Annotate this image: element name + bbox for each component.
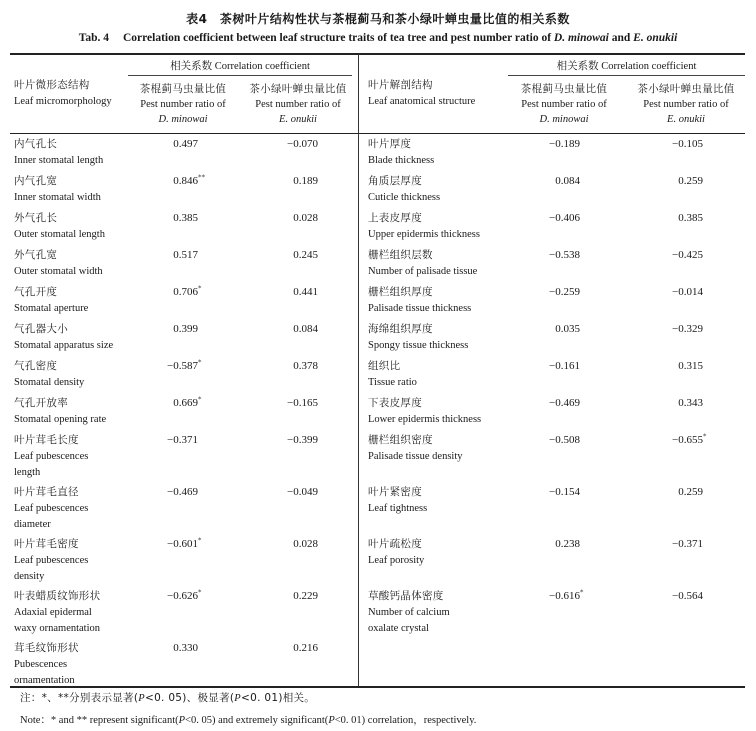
- value-e-onukii: [643, 360, 713, 372]
- note-en: Note：* and ** represent significant(P<0. 05) and extremely significant(P<0. 01) correlation，respectively.: [20, 715, 477, 726]
- trait-name-en: Outer stomatal length: [14, 229, 105, 240]
- table-label: Tab. 4: [78, 32, 109, 44]
- value-d-minowai: [138, 323, 208, 335]
- trait-name-en: Pubescences: [14, 659, 68, 670]
- value-d-minowai: [138, 434, 208, 446]
- value-d-minowai: [520, 286, 590, 298]
- header-rule: [10, 133, 745, 134]
- value-e-onukii: [258, 397, 328, 409]
- value-e-onukii: [258, 138, 328, 150]
- trait-name-en: Number of palisade tissue: [368, 266, 478, 277]
- right-group-header: 相关系数 Correlation coefficient: [556, 61, 697, 72]
- value-d-minowai: [138, 590, 208, 602]
- value-e-onukii: [258, 590, 328, 602]
- trait-name-en: Stomatal density: [14, 377, 85, 388]
- trait-name-cn: 叶片茸毛直径: [14, 486, 79, 498]
- value-d-minowai: [138, 249, 208, 261]
- trait-name-cn: 茸毛纹饰形状: [14, 642, 79, 654]
- correlation-value: 0.669: [173, 397, 198, 409]
- value-e-onukii: [643, 212, 713, 224]
- value-e-onukii: [643, 538, 713, 550]
- correlation-value: −0.161: [549, 360, 580, 372]
- value-e-onukii: [643, 434, 713, 446]
- trait-name-cn: 叶片茸毛长度: [14, 434, 79, 446]
- trait-name-en: waxy ornamentation: [14, 623, 101, 634]
- trait-name-cn: 内气孔宽: [14, 175, 58, 187]
- trait-name-cn: 外气孔长: [14, 212, 58, 224]
- trait-name-en: Inner stomatal length: [14, 155, 104, 166]
- left-group-rule: [128, 75, 352, 76]
- correlation-value: 0.245: [293, 249, 318, 261]
- correlation-value: 0.706: [173, 286, 198, 298]
- correlation-value: 0.385: [678, 212, 703, 224]
- value-e-onukii: [643, 286, 713, 298]
- trait-name-en: Lower epidermis thickness: [368, 414, 482, 425]
- trait-name-cn: 海绵组织厚度: [368, 323, 433, 335]
- value-d-minowai: [138, 138, 208, 150]
- value-d-minowai: [138, 397, 208, 409]
- value-e-onukii: [643, 138, 713, 150]
- value-e-onukii: [258, 360, 328, 372]
- correlation-value: 0.343: [678, 397, 703, 409]
- trait-name-cn: 叶片紧密度: [368, 486, 422, 498]
- correlation-value: 0.035: [555, 323, 580, 335]
- correlation-value: −0.508: [549, 434, 580, 446]
- significance-mark: *: [198, 358, 202, 367]
- correlation-value: 0.378: [293, 360, 318, 372]
- value-d-minowai: [138, 538, 208, 550]
- trait-name-cn: 气孔开放率: [14, 397, 68, 409]
- right-header-en: Leaf anatomical structure: [368, 96, 476, 107]
- correlation-value: −0.406: [549, 212, 580, 224]
- value-d-minowai: [520, 538, 590, 550]
- value-e-onukii: [643, 323, 713, 335]
- value-d-minowai: [520, 323, 590, 335]
- correlation-value: 0.385: [173, 212, 198, 224]
- trait-name-en: Stomatal apparatus size: [14, 340, 114, 351]
- correlation-value: −0.538: [549, 249, 580, 261]
- trait-name-en: Number of calcium: [368, 607, 450, 618]
- significance-mark: *: [198, 536, 202, 545]
- value-e-onukii: [258, 212, 328, 224]
- right-col1-header: 茶棍蓟马虫量比值 Pest number ratio of D. minowai: [520, 83, 608, 125]
- correlation-value: 0.028: [293, 538, 318, 550]
- column-divider: [358, 54, 359, 686]
- trait-name-en: Inner stomatal width: [14, 192, 101, 203]
- value-e-onukii: [258, 175, 328, 187]
- value-d-minowai: [520, 397, 590, 409]
- correlation-value: 0.846: [173, 175, 198, 187]
- trait-name-cn: 气孔器大小: [14, 323, 68, 335]
- trait-name-en: Leaf pubescences: [14, 503, 89, 514]
- left-header-cn: 叶片微形态结构: [14, 79, 90, 91]
- significance-mark: **: [198, 173, 205, 182]
- trait-name-en: length: [14, 467, 41, 478]
- trait-name-en: Stomatal aperture: [14, 303, 89, 314]
- correlation-value: 0.028: [293, 212, 318, 224]
- correlation-value: 0.084: [293, 323, 318, 335]
- value-e-onukii: [643, 249, 713, 261]
- correlation-value: −0.371: [672, 538, 703, 550]
- correlation-value: 0.216: [293, 642, 318, 654]
- bottom-rule: [10, 686, 745, 688]
- correlation-value: 0.497: [173, 138, 198, 150]
- correlation-value: 0.517: [173, 249, 198, 261]
- correlation-value: 0.238: [555, 538, 580, 550]
- title-species-2: E. onukii: [633, 32, 678, 44]
- value-d-minowai: [520, 249, 590, 261]
- trait-name-en: Leaf pubescences: [14, 555, 89, 566]
- correlation-value: 0.084: [555, 175, 580, 187]
- top-rule: [10, 53, 745, 55]
- correlation-value: 0.315: [678, 360, 703, 372]
- value-d-minowai: [138, 360, 208, 372]
- trait-name-cn: 外气孔宽: [14, 249, 58, 261]
- correlation-value: −0.655: [672, 434, 703, 446]
- trait-name-cn: 叶片疏松度: [368, 538, 422, 550]
- correlation-value: 0.189: [293, 175, 318, 187]
- trait-name-en: density: [14, 571, 45, 582]
- value-e-onukii: [643, 486, 713, 498]
- correlation-value: 0.399: [173, 323, 198, 335]
- value-e-onukii: [643, 397, 713, 409]
- trait-name-en: Leaf pubescences: [14, 451, 89, 462]
- trait-name-cn: 栅栏组织层数: [368, 249, 433, 261]
- significance-mark: *: [198, 588, 202, 597]
- value-d-minowai: [138, 212, 208, 224]
- trait-name-cn: 组织比: [368, 360, 401, 372]
- trait-name-cn: 草酸钙晶体密度: [368, 590, 444, 602]
- value-e-onukii: [258, 286, 328, 298]
- trait-name-en: Adaxial epidermal: [14, 607, 92, 618]
- value-d-minowai: [138, 175, 208, 187]
- value-d-minowai: [138, 642, 208, 654]
- correlation-value: −0.601: [167, 538, 198, 550]
- trait-name-cn: 气孔密度: [14, 360, 58, 372]
- value-e-onukii: [258, 642, 328, 654]
- trait-name-en: Palisade tissue density: [368, 451, 463, 462]
- correlation-value: −0.564: [672, 590, 703, 602]
- table-title-cn: 表4 茶树叶片结构性状与茶棍蓟马和茶小绿叶蝉虫量比值的相关系数: [186, 12, 570, 26]
- value-d-minowai: [520, 360, 590, 372]
- correlation-value: −0.165: [287, 397, 318, 409]
- right-header-cn: 叶片解剖结构: [368, 79, 433, 91]
- correlation-value: −0.469: [549, 397, 580, 409]
- trait-name-en: Tissue ratio: [368, 377, 417, 388]
- value-e-onukii: [258, 434, 328, 446]
- left-header-en: Leaf micromorphology: [14, 96, 112, 107]
- trait-name-cn: 叶表蜡质纹饰形状: [14, 590, 101, 602]
- value-e-onukii: [643, 590, 713, 602]
- correlation-value: −0.399: [287, 434, 318, 446]
- value-e-onukii: [643, 175, 713, 187]
- trait-name-cn: 栅栏组织密度: [368, 434, 433, 446]
- correlation-value: −0.587: [167, 360, 198, 372]
- correlation-value: −0.070: [287, 138, 318, 150]
- trait-name-en: ornamentation: [14, 675, 75, 686]
- value-d-minowai: [520, 138, 590, 150]
- trait-name-en: Spongy tissue thickness: [368, 340, 469, 351]
- correlation-value: −0.154: [549, 486, 580, 498]
- table-title-en: [0, 32, 756, 44]
- correlation-value: −0.105: [672, 138, 703, 150]
- value-e-onukii: [258, 323, 328, 335]
- trait-name-cn: 栅栏组织厚度: [368, 286, 433, 298]
- trait-name-cn: 角质层厚度: [368, 175, 422, 187]
- title-text: Correlation coefficient between leaf structure traits of tea tree and pest number ratio of: [122, 32, 554, 44]
- correlation-value: 0.259: [678, 486, 703, 498]
- title-species-1: D. minowai: [553, 32, 609, 44]
- value-d-minowai: [520, 486, 590, 498]
- correlation-value: 0.441: [293, 286, 318, 298]
- significance-mark: *: [198, 395, 202, 404]
- trait-name-en: Palisade tissue thickness: [368, 303, 472, 314]
- correlation-value: −0.189: [549, 138, 580, 150]
- trait-name-en: diameter: [14, 519, 51, 530]
- trait-name-en: Blade thickness: [368, 155, 435, 166]
- correlation-value: −0.469: [167, 486, 198, 498]
- trait-name-en: Outer stomatal width: [14, 266, 103, 277]
- correlation-value: −0.259: [549, 286, 580, 298]
- value-e-onukii: [258, 249, 328, 261]
- left-col2-header: 茶小绿叶蝉虫量比值 Pest number ratio of E. onukii: [249, 83, 347, 125]
- correlation-value: 0.259: [678, 175, 703, 187]
- trait-name-cn: 下表皮厚度: [368, 397, 422, 409]
- correlation-value: −0.425: [672, 249, 703, 261]
- left-group-header: 相关系数 Correlation coefficient: [170, 61, 310, 72]
- right-group-rule: [508, 75, 745, 76]
- value-d-minowai: [138, 286, 208, 298]
- value-d-minowai: [138, 486, 208, 498]
- trait-name-en: Leaf tightness: [368, 503, 428, 514]
- trait-name-cn: 叶片茸毛密度: [14, 538, 79, 550]
- correlation-value: −0.014: [672, 286, 703, 298]
- trait-name-en: Leaf porosity: [368, 555, 425, 566]
- trait-name-cn: 叶片厚度: [368, 138, 412, 150]
- value-e-onukii: [258, 538, 328, 550]
- value-d-minowai: [520, 212, 590, 224]
- right-col2-header: 茶小绿叶蝉虫量比值 Pest number ratio of E. onukii: [637, 83, 735, 125]
- correlation-value: −0.626: [167, 590, 198, 602]
- significance-mark: *: [703, 432, 707, 441]
- value-d-minowai: [520, 590, 590, 602]
- value-d-minowai: [520, 175, 590, 187]
- trait-name-cn: 气孔开度: [14, 286, 58, 298]
- significance-mark: *: [580, 588, 584, 597]
- trait-name-en: Cuticle thickness: [368, 192, 441, 203]
- trait-name-en: Stomatal opening rate: [14, 414, 107, 425]
- correlation-value: 0.330: [173, 642, 198, 654]
- left-col1-header: 茶棍蓟马虫量比值 Pest number ratio of D. minowai: [139, 83, 227, 125]
- correlation-value: −0.049: [287, 486, 318, 498]
- significance-mark: *: [198, 284, 202, 293]
- trait-name-en: oxalate crystal: [368, 623, 429, 634]
- trait-name-en: Upper epidermis thickness: [368, 229, 480, 240]
- correlation-value: −0.616: [549, 590, 580, 602]
- trait-name-cn: 上表皮厚度: [368, 212, 422, 224]
- note-cn: 注：*、**分别表示显著(P<0. 05)、极显著(P<0. 01)相关。: [20, 692, 316, 704]
- trait-name-cn: 内气孔长: [14, 138, 58, 150]
- correlation-value: 0.229: [293, 590, 318, 602]
- correlation-value: −0.329: [672, 323, 703, 335]
- title-conj: and: [608, 32, 634, 44]
- correlation-value: −0.371: [167, 434, 198, 446]
- value-d-minowai: [520, 434, 590, 446]
- value-e-onukii: [258, 486, 328, 498]
